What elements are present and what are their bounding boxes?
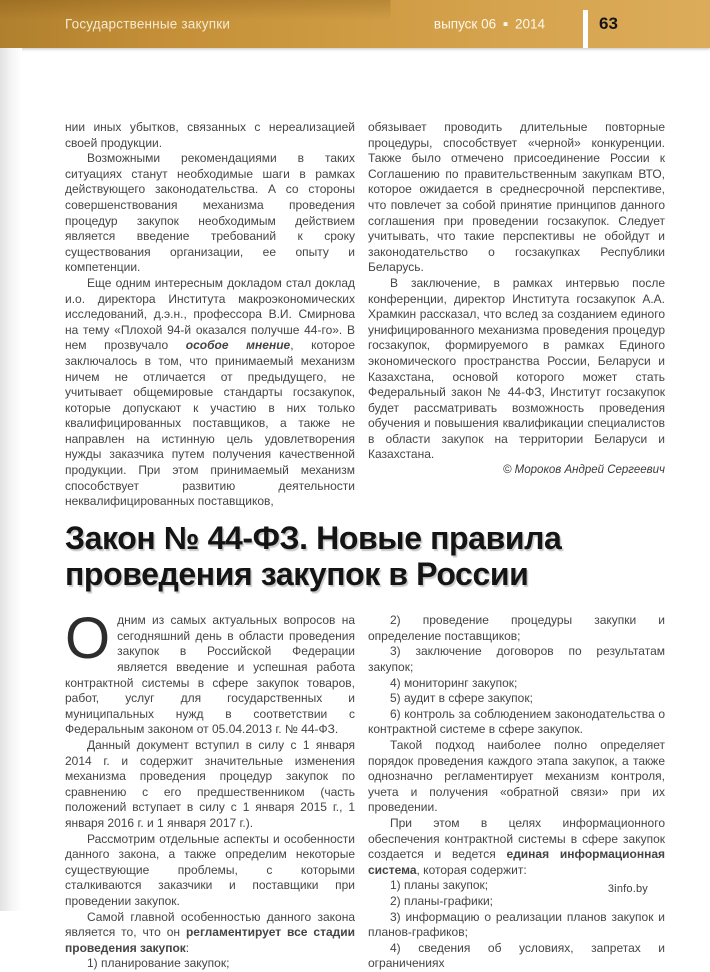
emphasis-unified-system: единая информационная система — [368, 847, 665, 877]
review-column-left — [65, 120, 355, 510]
emphasis-all-stages: регламентирует все стадии проведения закупок — [65, 925, 355, 955]
drop-cap: О — [65, 606, 111, 672]
page-number: 63 — [599, 14, 618, 33]
issue-label: выпуск 06 — [433, 16, 497, 32]
paragraph — [65, 276, 355, 510]
paragraph-text: , которое заключалось в том, что принимаемый механизм ничем не отличается от предыдущего, не учитывает общемировые стандарты госзакупок, которые допускают к участию в них только квалифицированных поставщиков, а также не направлен на истинную цель удовлетворения нужды заказчика путем получения качественной продукции. При этом принимаемый механизм способствует развитию деятельности неквалифицированных поставщиков, — [65, 338, 355, 509]
header-band — [0, 0, 710, 48]
uis-list-item: 1) планы закупок; — [390, 878, 489, 893]
article-title — [65, 520, 665, 592]
uis-list-item: 2) планы-графики; — [390, 893, 494, 908]
square-bullet-icon: ■ — [503, 19, 508, 29]
header-issue — [434, 17, 545, 32]
law-column-right — [368, 613, 665, 972]
stage-list-item: 5) аудит в сфере закупок; — [390, 691, 533, 706]
paragraph-text: дним из самых актуальных вопросов на сегодняшний день в области проведения закупок в Российской Федерации является введение и успешная работа контрактной системы в сфере закупок товаров, работ, услуг для государственных и муниципальных нужд в соответствии с Федеральным законом от 05.04.2013 г. № 44-ФЗ. — [65, 613, 355, 737]
header-divider — [583, 10, 588, 48]
stage-list-item: 3) заключение договоров по результатам закупок; — [368, 644, 665, 675]
paragraph: Рассмотрим отдельные аспекты и особенности данного закона, а также определим некоторые существующие проблемы, с которыми сталкиваются заказчики и поставщики при проведении закупок. — [65, 831, 355, 908]
footer-site-label: 3info.by — [607, 883, 648, 895]
uis-list-item: 4) сведения об условиях, запретах и ограничениях — [368, 940, 665, 971]
article-title-line1: Закон № 44-ФЗ. Новые правила — [65, 519, 562, 556]
paragraph-text: Еще одним интересным докладом стал доклад и.о. директора Института макроэкономических исследований, д.э.н., профессора В.И. Смирнова на тему «Плохой 94-й оказался получше 44-го». В нем прозвучало — [65, 275, 355, 353]
stage-list-item: 2) проведение процедуры закупки и определение поставщиков; — [368, 613, 665, 643]
lead-paragraph — [65, 606, 355, 738]
law-column-left — [65, 606, 355, 972]
paragraph-text: Самой главной особенностью данного закона является то, что он — [65, 909, 355, 940]
review-column-right — [368, 120, 665, 510]
paragraph-text: При этом в целях информационного обеспечения контрактной системы в сфере закупок создается и ведется — [368, 816, 665, 862]
stage-list-item: 1) планирование закупок; — [87, 956, 230, 971]
emphasis-special-opinion: особое мнение — [185, 338, 291, 353]
paragraph: Такой подход наиболее полно определяет порядок проведения каждого этапа закупок, а также однозначно регламентирует механизм контроля, учета и получения «обратной связи» при их проведении. — [368, 738, 665, 815]
article-law — [65, 606, 665, 972]
paragraph-text: : — [185, 940, 190, 955]
header-section-title: Государственные закупки — [65, 16, 231, 32]
stage-list-item: 4) мониторинг закупок; — [390, 675, 518, 690]
paragraph — [65, 910, 355, 957]
paragraph: Данный документ вступил в силу с 1 января 2014 г. и содержит значительные изменения механизма проведения процедур закупок по сравнению с его предшественником (часть положений вступает в силу с 1 января 2015 г., 1 января 2016 г. и 1 января 2017 г.). — [65, 738, 355, 830]
paragraph: В заключение, в рамках интервью после конференции, директор Института госзакупок А.А. Храмкин рассказал, что вслед за созданием единого унифицированного механизма проведения процедур госзакупок, формируемого в рамках Единого экономического пространства России, Беларуси и Казахстана, основой которого может стать Федеральный закон № 44-ФЗ, Институт госзакупок будет рассматривать возможность проведения обучения и повышения квалификации специалистов в области закупок на территории Беларуси и Казахстана. — [368, 275, 665, 462]
paragraph: нии иных убытков, связанных с нереализацией своей продукции. — [65, 120, 355, 150]
article-review — [65, 120, 665, 510]
author-byline: © Мороков Андрей Сергеевич — [503, 464, 665, 477]
paragraph: обязывает проводить длительные повторные процедуры, способствует «черной» конкуренции. Также было отмечено присоединение России к Соглашению по правительственным закупкам ВТО, которое ожидается в среднесрочной перспективе, что повлечет за собой принятие принципов данного соглашения при проведении госзакупок. Следует учитывать, что такие перспективы не обойдут и законодательство о госзакупках Республики Беларусь. — [368, 120, 665, 275]
paragraph-text: , которая содержит: — [416, 862, 527, 877]
uis-list-item: 3) информацию о реализации планов закупок и планов-графиков; — [368, 909, 665, 940]
stage-list-item: 6) контроль за соблюдением законодательства о контрактной системе в сфере закупок. — [368, 706, 665, 737]
page-content — [0, 48, 710, 972]
issue-year: 2014 — [514, 16, 545, 32]
paragraph — [368, 816, 665, 878]
article-title-line2: проведения закупок в России — [65, 555, 529, 592]
paragraph: Возможными рекомендациями в таких ситуациях станут необходимые шаги в рамках действующего законодательства. А со стороны совершенствования механизма проведения процедур закупок необходимым действием является введение требований к сроку существования организации, ее опыту и компетенции. — [65, 151, 355, 275]
